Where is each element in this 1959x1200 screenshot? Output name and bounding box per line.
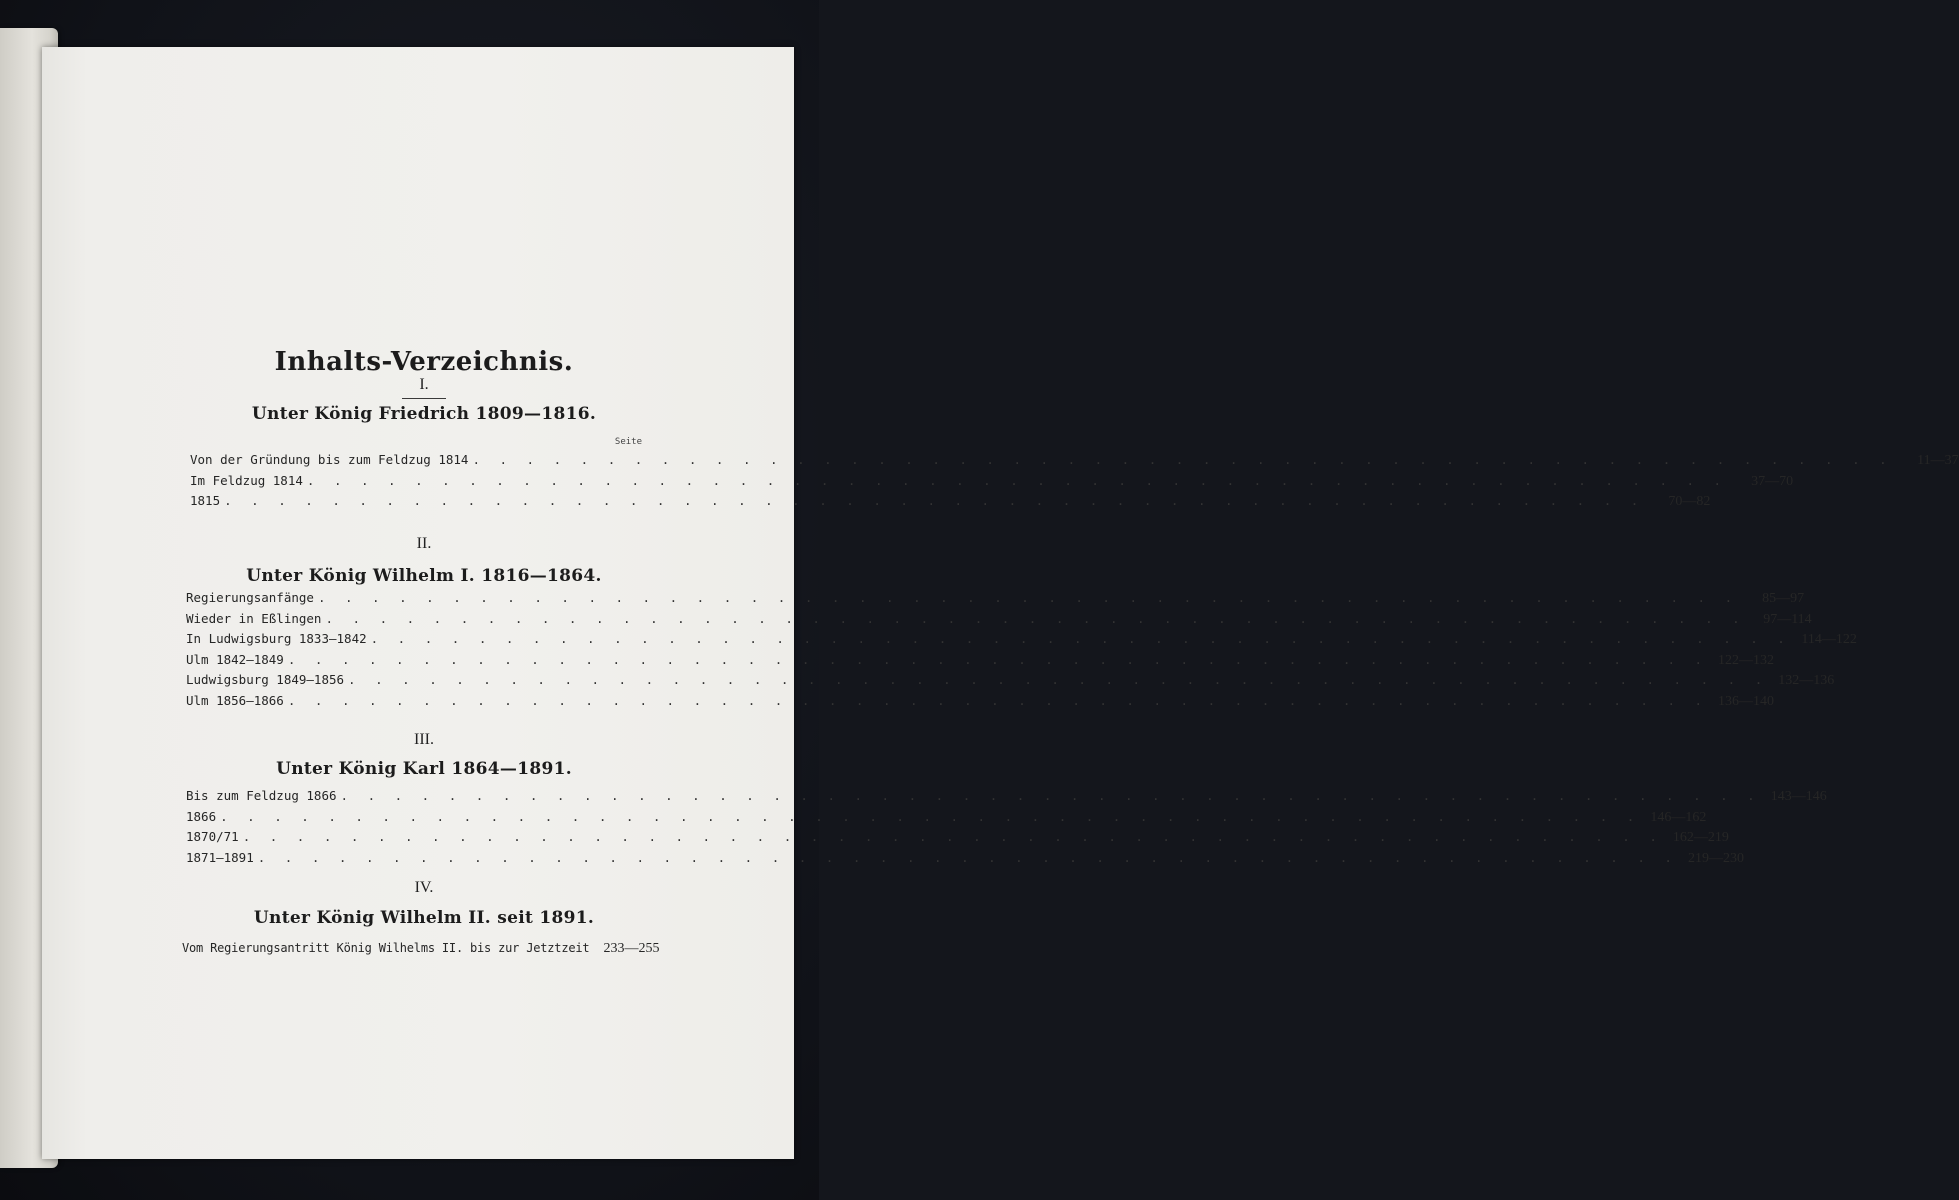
toc-entry-title: In Ludwigsburg 1833—1842	[186, 631, 367, 646]
toc-entry-pages: 136—140	[1718, 693, 1775, 709]
toc-entry-title: Ulm 1842—1849	[186, 651, 284, 667]
toc-entry-title: 1870/71	[186, 829, 239, 844]
dot-leader	[325, 611, 1745, 626]
dot-leader	[224, 493, 1644, 508]
toc-entry-pages: 132—136	[1778, 673, 1835, 688]
section-heading-1: Unter König Friedrich 1809—1816.	[251, 404, 597, 424]
toc-list-4	[182, 941, 660, 962]
toc-entry-title: 1815	[190, 493, 221, 508]
toc-entry-title: Ulm 1856—1866	[186, 692, 284, 708]
toc-entry-pages: 146—162	[1650, 809, 1707, 825]
toc-entry-pages: 122—132	[1718, 652, 1775, 668]
toc-entry	[190, 493, 1711, 514]
toc-entry	[186, 829, 1729, 850]
toc-entry-pages: 85—97	[1762, 591, 1805, 606]
toc-entry-pages: 114—122	[1801, 632, 1857, 647]
dot-leader	[371, 631, 1791, 646]
page-column-label: Seite	[614, 437, 642, 447]
dot-leader	[258, 850, 1678, 865]
dot-leader	[288, 652, 1708, 667]
toc-entry-pages: 97—114	[1763, 611, 1812, 627]
toc-entry	[186, 808, 1707, 830]
toc-entry	[186, 610, 1812, 632]
toc-entry-title: Vom Regierungsantritt König Wilhelms II. bis zur Jetztzeit	[182, 941, 590, 955]
dot-leader	[220, 809, 1640, 824]
toc-entry-title: 1866	[186, 808, 217, 824]
toc-entry-pages: 11—37	[1917, 453, 1959, 468]
toc-entry-title: Regierungsanfänge	[186, 590, 314, 605]
dot-leader	[472, 452, 1892, 467]
section-numeral-3: III.	[414, 731, 434, 748]
toc-entry	[190, 472, 1794, 494]
toc-entry-title: Von der Gründung bis zum Feldzug 1814	[190, 452, 469, 467]
toc-entry	[186, 631, 1857, 652]
toc-entry-pages: 143—146	[1770, 789, 1827, 804]
toc-entry-pages: 37—70	[1751, 473, 1794, 489]
toc-entry-title: Im Feldzug 1814	[190, 472, 303, 488]
toc-entry	[186, 788, 1827, 809]
toc-entry-pages: 162—219	[1672, 830, 1729, 845]
dot-leader	[288, 693, 1708, 708]
toc-list-1	[190, 452, 1959, 514]
toc-entry	[182, 941, 660, 962]
section-numeral-4: IV.	[414, 879, 434, 896]
toc-entry-title: Wieder in Eßlingen	[186, 610, 322, 626]
section-numeral-1: I.	[419, 376, 429, 393]
toc-entry	[186, 692, 1775, 714]
dot-leader	[348, 672, 1768, 687]
toc-entry-title: Ludwigsburg 1849—1856	[186, 672, 345, 687]
section-heading-2: Unter König Wilhelm I. 1816—1864.	[246, 566, 602, 586]
toc-entry-title: Bis zum Feldzug 1866	[186, 788, 337, 803]
page-title: Inhalts-Verzeichnis.	[274, 347, 574, 377]
section-numeral-2: II.	[416, 535, 432, 552]
book-page	[42, 47, 1959, 1159]
title-rule	[402, 398, 446, 399]
toc-entry-pages: 233—255	[603, 941, 660, 956]
toc-entry-pages: 70—82	[1668, 494, 1711, 509]
toc-entry	[186, 849, 1744, 871]
dot-leader	[307, 473, 1727, 488]
toc-entry-title: 1871—1891	[186, 849, 254, 865]
section-heading-3: Unter König Karl 1864—1891.	[276, 759, 572, 779]
toc-entry	[190, 452, 1959, 473]
toc-entry	[186, 672, 1835, 693]
section-heading-4: Unter König Wilhelm II. seit 1891.	[253, 908, 595, 928]
toc-list-3	[186, 788, 1827, 870]
dot-leader	[318, 590, 1738, 605]
toc-entry-pages: 219—230	[1687, 850, 1744, 866]
toc-list-2	[186, 590, 1857, 713]
toc-entry	[186, 651, 1775, 673]
toc-entry	[186, 590, 1805, 611]
dot-leader	[243, 829, 1663, 844]
dot-leader	[341, 788, 1761, 803]
